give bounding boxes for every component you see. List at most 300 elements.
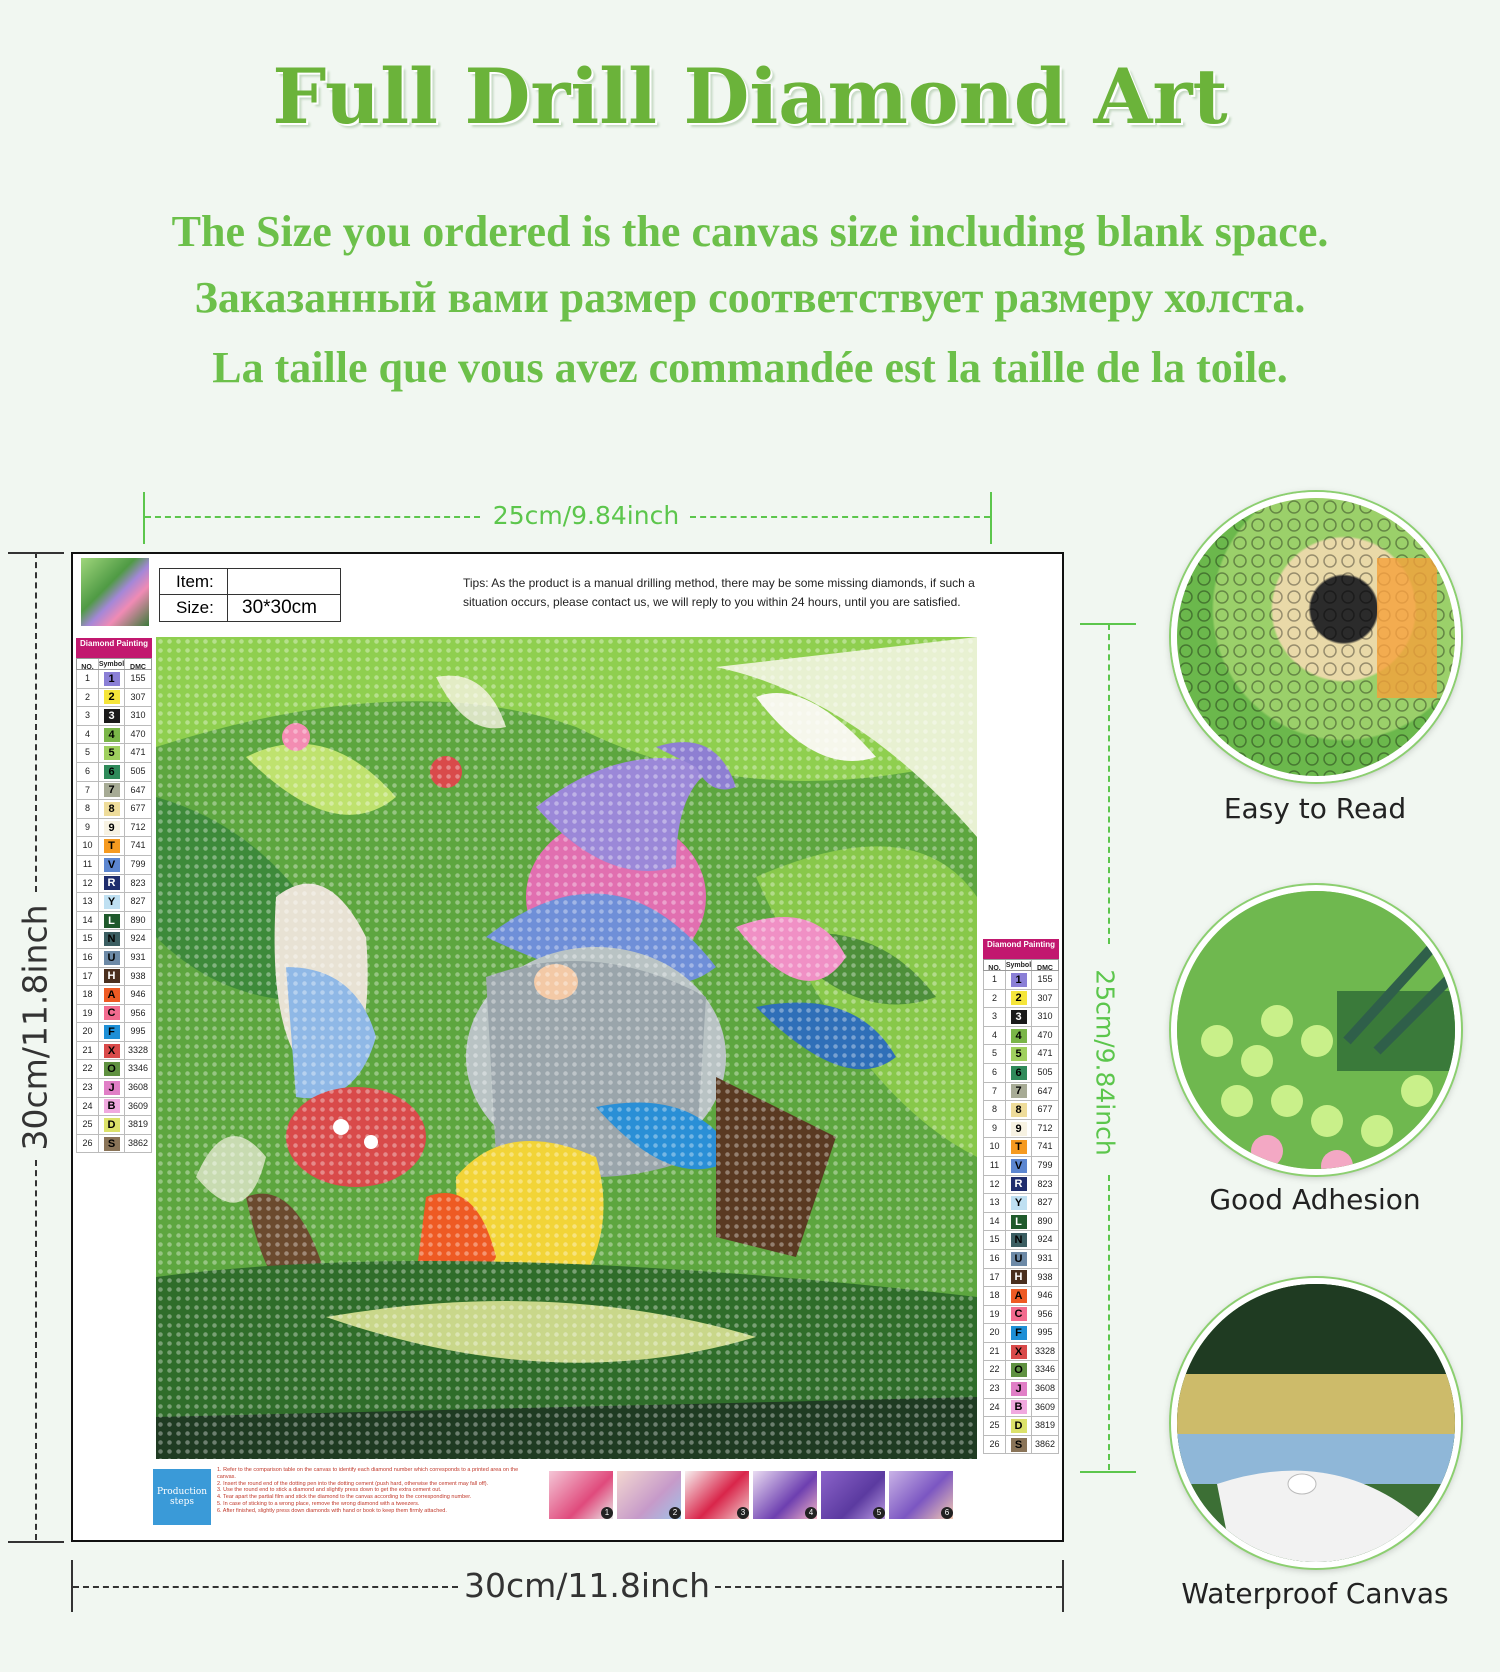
- legend-row: [983, 990, 1059, 1009]
- dimension-line: [715, 1586, 1062, 1588]
- legend-columns: [76, 658, 152, 670]
- legend-dmc: 995: [130, 1026, 146, 1037]
- dimension-line: [145, 516, 480, 518]
- legend-row: [76, 1023, 152, 1042]
- legend-row: [983, 1176, 1059, 1195]
- legend-dmc: 741: [1037, 1141, 1053, 1152]
- legend-symbol-cell: [99, 1042, 125, 1060]
- legend-row: [76, 893, 152, 912]
- legend-symbol: 5: [104, 746, 120, 760]
- legend-row: [76, 1098, 152, 1117]
- legend-symbol: C: [104, 1006, 120, 1020]
- legend-row: [76, 819, 152, 838]
- legend-dmc: 505: [1037, 1066, 1053, 1077]
- legend-number: 20: [984, 1324, 1006, 1342]
- gnome-artwork: [156, 637, 977, 1459]
- page-title: Full Drill Diamond Art: [272, 52, 1228, 141]
- legend-row: [76, 1079, 152, 1098]
- legend-symbol: V: [104, 858, 120, 872]
- legend-symbol: X: [104, 1044, 120, 1058]
- legend-row: [983, 1120, 1059, 1139]
- dimension-line: [1108, 1175, 1110, 1470]
- legend-symbol: R: [104, 876, 120, 890]
- legend-symbol-cell: [99, 949, 125, 967]
- legend-dmc: 3862: [127, 1137, 149, 1148]
- legend-number: 7: [77, 782, 99, 800]
- legend-dmc: 3862: [1034, 1438, 1056, 1449]
- legend-symbol: 7: [1011, 1084, 1027, 1098]
- legend-column-header: DMC: [130, 664, 146, 671]
- legend-symbol-cell: [1006, 1269, 1032, 1287]
- legend-number: 20: [77, 1023, 99, 1041]
- legend-number: 3: [77, 707, 99, 725]
- legend-symbol-cell: [99, 670, 125, 688]
- legend-symbol-cell: [99, 930, 125, 948]
- legend-row: [983, 1231, 1059, 1250]
- legend-row: [983, 1399, 1059, 1418]
- legend-row: [76, 763, 152, 782]
- legend-dmc: 823: [1037, 1178, 1053, 1189]
- step-image-1: 1: [549, 1471, 613, 1519]
- legend-symbol-cell: [1006, 1324, 1032, 1342]
- dimension-line: [35, 552, 37, 892]
- legend-row: [76, 782, 152, 801]
- legend-symbol: T: [104, 839, 120, 853]
- feature-image-easy-to-read: [1171, 492, 1461, 782]
- legend-symbol-cell: [1006, 1231, 1032, 1249]
- legend-row: [983, 1269, 1059, 1288]
- legend-symbol-cell: [1006, 1306, 1032, 1324]
- legend-row: [983, 1083, 1059, 1102]
- legend-symbol: V: [1011, 1159, 1027, 1173]
- legend-row: [983, 1213, 1059, 1232]
- legend-dmc: 3346: [1034, 1364, 1056, 1375]
- legend-symbol: C: [1011, 1307, 1027, 1321]
- legend-symbol: 8: [104, 802, 120, 816]
- legend-number: 7: [984, 1083, 1006, 1101]
- instruction-line: 6. After finished, slightly press down diamonds with hand or book to keep them firmly attached.: [217, 1507, 447, 1514]
- legend-symbol: 3: [104, 709, 120, 723]
- legend-symbol-cell: [99, 782, 125, 800]
- legend-row: [983, 1045, 1059, 1064]
- step-image-6: 6: [889, 1471, 953, 1519]
- instruction-line: 3. Use the round end to stick a diamond and slightly press down to get the extra cement out.: [217, 1487, 442, 1494]
- legend-symbol-cell: [1006, 1176, 1032, 1194]
- legend-row: [76, 670, 152, 689]
- legend-number: 2: [984, 990, 1006, 1008]
- legend-dmc: 471: [130, 747, 146, 758]
- step-image-4: 4: [753, 1471, 817, 1519]
- legend-row: [76, 986, 152, 1005]
- dimension-left-label: 30cm/11.8inch: [15, 904, 55, 1151]
- legend-number: 14: [984, 1213, 1006, 1231]
- legend-row: [983, 1324, 1059, 1343]
- legend-symbol: 1: [1011, 973, 1027, 987]
- legend-symbol-cell: [1006, 1417, 1032, 1435]
- tips-text: Tips: As the product is a manual drilling method, there may be some missing diamonds, if such a situation occurs, please contact us, we will reply to you within 24 hours, until you are satisfied.: [463, 576, 975, 609]
- legend-row: [983, 1138, 1059, 1157]
- legend-symbol: 9: [104, 821, 120, 835]
- legend-symbol: 2: [1011, 991, 1027, 1005]
- legend-symbol: D: [1011, 1419, 1027, 1433]
- legend-number: 22: [984, 1361, 1006, 1379]
- legend-row: [76, 949, 152, 968]
- legend-symbol-cell: [99, 1079, 125, 1097]
- legend-number: 16: [77, 949, 99, 967]
- production-badge: Production steps: [153, 1469, 211, 1525]
- legend-row: [983, 1343, 1059, 1362]
- legend-symbol-cell: [1006, 1064, 1032, 1082]
- legend-symbol: O: [1011, 1363, 1027, 1377]
- feature-image-waterproof-canvas: [1171, 1278, 1461, 1568]
- legend-symbol: Y: [104, 895, 120, 909]
- legend-symbol: X: [1011, 1345, 1027, 1359]
- legend-number: 8: [77, 800, 99, 818]
- dimension-line: [1108, 624, 1110, 944]
- step-image-2: 2: [617, 1471, 681, 1519]
- legend-dmc: 310: [1037, 1011, 1053, 1022]
- legend-column-header: DMC: [1037, 965, 1053, 972]
- legend-number: 18: [984, 1287, 1006, 1305]
- legend-number: 13: [77, 893, 99, 911]
- legend-row: [76, 800, 152, 819]
- legend-symbol-cell: [1006, 1361, 1032, 1379]
- legend-symbol: A: [104, 988, 120, 1002]
- legend-symbol-cell: [99, 819, 125, 837]
- subtitle-french: La taille que vous avez commandée est la taille de la toile.: [212, 343, 1288, 392]
- diamond-dot-texture: [156, 637, 977, 1459]
- legend-row: [983, 1194, 1059, 1213]
- dimension-tick: [1062, 1560, 1064, 1612]
- instruction-line: 4. Tear apart the partial film and stick the diamond to the canvas according to the corresponding number.: [217, 1494, 472, 1501]
- legend-number: 2: [77, 689, 99, 707]
- legend-symbol-cell: [1006, 1399, 1032, 1417]
- legend-number: 4: [984, 1027, 1006, 1045]
- adhesion-closeup: [1177, 891, 1461, 1175]
- step-image-5: 5: [821, 1471, 885, 1519]
- legend-symbol-cell: [1006, 1045, 1032, 1063]
- legend-dmc: 307: [130, 691, 146, 702]
- dimension-tick: [1080, 1471, 1136, 1473]
- legend-symbol-cell: [1006, 1194, 1032, 1212]
- waterproof-closeup: [1177, 1284, 1461, 1568]
- legend-column-header: Symbol: [1005, 961, 1032, 969]
- legend-symbol-cell: [99, 744, 125, 762]
- legend-number: 21: [77, 1042, 99, 1060]
- legend-symbol: 6: [104, 765, 120, 779]
- legend-symbol-cell: [99, 968, 125, 986]
- legend-symbol: B: [104, 1099, 120, 1113]
- dimension-top-label: 25cm/9.84inch: [492, 501, 680, 530]
- legend-dmc: 3609: [1034, 1401, 1056, 1412]
- legend-row: [76, 707, 152, 726]
- legend-dmc: 3819: [1034, 1420, 1056, 1431]
- legend-symbol: N: [1011, 1233, 1027, 1247]
- legend-symbol: 6: [1011, 1066, 1027, 1080]
- legend-symbol: U: [104, 951, 120, 965]
- legend-symbol: 4: [104, 728, 120, 742]
- legend-row: [983, 1306, 1059, 1325]
- color-legend-right: [983, 939, 1059, 1454]
- legend-number: 23: [984, 1380, 1006, 1398]
- legend-number: 15: [77, 930, 99, 948]
- legend-symbol: 2: [104, 690, 120, 704]
- legend-number: 10: [77, 837, 99, 855]
- legend-symbol-cell: [1006, 971, 1032, 989]
- legend-column-header: Symbol: [98, 660, 125, 668]
- legend-row: [76, 1060, 152, 1079]
- legend-symbol: Y: [1011, 1196, 1027, 1210]
- legend-symbol-cell: [1006, 990, 1032, 1008]
- legend-dmc: 505: [130, 765, 146, 776]
- legend-symbol-cell: [99, 1098, 125, 1116]
- legend-number: 9: [77, 819, 99, 837]
- legend-number: 9: [984, 1120, 1006, 1138]
- legend-symbol-cell: [99, 726, 125, 744]
- legend-symbol: O: [104, 1062, 120, 1076]
- dimension-line: [35, 1160, 37, 1540]
- legend-row: [983, 1287, 1059, 1306]
- legend-symbol-cell: [99, 1116, 125, 1134]
- legend-number: 23: [77, 1079, 99, 1097]
- legend-column-header: NO.: [77, 659, 99, 669]
- legend-number: 25: [77, 1116, 99, 1134]
- item-label: Item:: [160, 569, 228, 594]
- canvas-preview: [71, 552, 1064, 1542]
- legend-number: 17: [77, 968, 99, 986]
- legend-number: 26: [77, 1135, 99, 1153]
- legend-symbol-cell: [99, 800, 125, 818]
- legend-row: [983, 971, 1059, 990]
- legend-number: 6: [984, 1064, 1006, 1082]
- item-value: [228, 569, 242, 594]
- legend-symbol: D: [104, 1118, 120, 1132]
- legend-row: [983, 1250, 1059, 1269]
- legend-column-header: NO.: [984, 960, 1006, 970]
- legend-number: 3: [984, 1008, 1006, 1026]
- legend-dmc: 307: [1037, 992, 1053, 1003]
- legend-header: Diamond Painting: [76, 638, 152, 658]
- legend-symbol: J: [1011, 1382, 1027, 1396]
- legend-symbol-cell: [99, 1023, 125, 1041]
- legend-dmc: 155: [1037, 974, 1053, 984]
- legend-symbol-cell: [1006, 1343, 1032, 1361]
- legend-dmc: 827: [130, 896, 146, 907]
- legend-symbol-cell: [1006, 1380, 1032, 1398]
- legend-dmc: 938: [1037, 1271, 1053, 1282]
- legend-dmc: 3609: [127, 1100, 149, 1111]
- legend-symbol: R: [1011, 1177, 1027, 1191]
- legend-row: [76, 1005, 152, 1024]
- legend-dmc: 647: [130, 784, 146, 795]
- legend-symbol-cell: [1006, 1138, 1032, 1156]
- legend-dmc: 3608: [127, 1082, 149, 1093]
- legend-dmc: 938: [130, 970, 146, 981]
- legend-symbol: N: [104, 932, 120, 946]
- legend-number: 24: [984, 1399, 1006, 1417]
- dimension-bottom-label: 30cm/11.8inch: [463, 1566, 711, 1605]
- legend-number: 22: [77, 1060, 99, 1078]
- feature-label-good-adhesion: Good Adhesion: [1209, 1183, 1421, 1216]
- legend-row: [76, 968, 152, 987]
- dimension-tick: [990, 492, 992, 544]
- legend-symbol: L: [1011, 1215, 1027, 1229]
- instruction-line: 2. Insert the round end of the dotting pen into the dotting cement (push hard, otherwise the cement may fall off).: [217, 1480, 489, 1487]
- legend-number: 14: [77, 912, 99, 930]
- legend-dmc: 924: [1037, 1234, 1053, 1245]
- legend-dmc: 712: [130, 821, 146, 832]
- legend-number: 18: [77, 986, 99, 1004]
- legend-symbol-cell: [1006, 1287, 1032, 1305]
- legend-row: [76, 1135, 152, 1154]
- legend-row: [983, 1436, 1059, 1455]
- legend-symbol: 8: [1011, 1103, 1027, 1117]
- legend-row: [983, 1380, 1059, 1399]
- legend-number: 6: [77, 763, 99, 781]
- legend-dmc: 924: [130, 933, 146, 944]
- legend-symbol: J: [104, 1081, 120, 1095]
- legend-symbol-cell: [1006, 1120, 1032, 1138]
- legend-number: 17: [984, 1269, 1006, 1287]
- legend-symbol-cell: [99, 837, 125, 855]
- legend-dmc: 827: [1037, 1197, 1053, 1208]
- legend-row: [983, 1101, 1059, 1120]
- legend-symbol: 5: [1011, 1047, 1027, 1061]
- legend-symbol-cell: [1006, 1436, 1032, 1454]
- instruction-line: 5. In case of sticking to a wrong place, remove the wrong diamond with a tweezers.: [217, 1500, 420, 1507]
- legend-number: 1: [77, 670, 99, 688]
- dimension-line: [73, 1586, 458, 1588]
- legend-symbol-cell: [99, 912, 125, 930]
- legend-header: Diamond Painting: [983, 939, 1059, 959]
- legend-row: [76, 1042, 152, 1061]
- legend-symbol-cell: [99, 689, 125, 707]
- legend-dmc: 471: [1037, 1048, 1053, 1059]
- size-label: Size:: [160, 595, 228, 621]
- legend-dmc: 946: [130, 989, 146, 1000]
- legend-number: 11: [77, 856, 99, 874]
- legend-number: 13: [984, 1194, 1006, 1212]
- legend-dmc: 712: [1037, 1122, 1053, 1133]
- legend-number: 19: [984, 1306, 1006, 1324]
- feature-image-good-adhesion: [1171, 885, 1461, 1175]
- legend-row: [983, 1417, 1059, 1436]
- legend-number: 5: [984, 1045, 1006, 1063]
- legend-dmc: 956: [1037, 1308, 1053, 1319]
- legend-row: [76, 856, 152, 875]
- legend-dmc: 3328: [127, 1044, 149, 1055]
- instruction-line: 1. Refer to the comparison table on the canvas to identify each diamond number which corresponds to a printed area on the canvas.: [217, 1467, 519, 1480]
- legend-dmc: 890: [1037, 1215, 1053, 1226]
- feature-label-waterproof-canvas: Waterproof Canvas: [1181, 1577, 1449, 1610]
- legend-row: [983, 1008, 1059, 1027]
- legend-row: [983, 1027, 1059, 1046]
- legend-symbol-cell: [99, 986, 125, 1004]
- legend-dmc: 470: [130, 728, 146, 739]
- legend-row: [76, 689, 152, 708]
- production-instructions: [217, 1467, 537, 1515]
- legend-number: 19: [77, 1005, 99, 1023]
- legend-dmc: 799: [1037, 1159, 1053, 1170]
- feature-label-easy-to-read: Easy to Read: [1223, 792, 1407, 825]
- legend-symbol: A: [1011, 1289, 1027, 1303]
- legend-columns: [983, 959, 1059, 971]
- subtitle-russian: Заказанный вами размер соответствует размеру холста.: [194, 273, 1306, 322]
- legend-number: 4: [77, 726, 99, 744]
- legend-symbol: 1: [104, 672, 120, 686]
- legend-symbol: H: [104, 969, 120, 983]
- legend-number: 24: [77, 1098, 99, 1116]
- legend-number: 26: [984, 1436, 1006, 1454]
- dimension-right-label: 25cm/9.84inch: [1090, 969, 1120, 1156]
- legend-number: 16: [984, 1250, 1006, 1268]
- legend-symbol: L: [104, 914, 120, 928]
- legend-row: [76, 875, 152, 894]
- legend-row: [983, 1157, 1059, 1176]
- legend-dmc: 3819: [127, 1119, 149, 1130]
- legend-symbol-cell: [1006, 1157, 1032, 1175]
- legend-symbol: 3: [1011, 1010, 1027, 1024]
- legend-symbol: S: [1011, 1438, 1027, 1452]
- legend-symbol-cell: [99, 707, 125, 725]
- legend-number: 10: [984, 1138, 1006, 1156]
- legend-row: [76, 1116, 152, 1135]
- legend-number: 5: [77, 744, 99, 762]
- legend-row: [76, 930, 152, 949]
- legend-row: [983, 1361, 1059, 1380]
- legend-number: 11: [984, 1157, 1006, 1175]
- dimension-line: [690, 516, 990, 518]
- size-value: 30*30cm: [242, 597, 317, 618]
- legend-number: 12: [77, 875, 99, 893]
- legend-dmc: 310: [130, 710, 146, 721]
- legend-symbol-cell: [1006, 1250, 1032, 1268]
- thumbnail-image: [81, 558, 149, 626]
- item-info-box: [159, 568, 341, 622]
- legend-dmc: 647: [1037, 1085, 1053, 1096]
- legend-number: 15: [984, 1231, 1006, 1249]
- legend-symbol: S: [104, 1137, 120, 1151]
- legend-symbol: U: [1011, 1252, 1027, 1266]
- legend-symbol-cell: [99, 893, 125, 911]
- legend-symbol: F: [104, 1025, 120, 1039]
- legend-dmc: 823: [130, 877, 146, 888]
- legend-dmc: 470: [1037, 1029, 1053, 1040]
- legend-dmc: 890: [130, 914, 146, 925]
- legend-row: [76, 912, 152, 931]
- dimension-tick: [8, 1541, 64, 1543]
- legend-number: 1: [984, 971, 1006, 989]
- legend-symbol-cell: [1006, 1213, 1032, 1231]
- symbol-grid-closeup: [1177, 498, 1461, 782]
- legend-dmc: 3346: [127, 1063, 149, 1074]
- legend-dmc: 677: [1037, 1104, 1053, 1115]
- legend-symbol-cell: [99, 763, 125, 781]
- legend-dmc: 741: [130, 840, 146, 851]
- legend-symbol-cell: [1006, 1008, 1032, 1026]
- legend-dmc: 931: [1037, 1252, 1053, 1263]
- legend-symbol: F: [1011, 1326, 1027, 1340]
- legend-symbol: B: [1011, 1400, 1027, 1414]
- color-legend-left: [76, 638, 152, 1153]
- legend-symbol-cell: [1006, 1083, 1032, 1101]
- legend-number: 12: [984, 1176, 1006, 1194]
- legend-dmc: 677: [130, 803, 146, 814]
- legend-symbol-cell: [99, 1135, 125, 1153]
- legend-symbol-cell: [99, 1060, 125, 1078]
- legend-number: 25: [984, 1417, 1006, 1435]
- dimension-tick: [143, 492, 145, 544]
